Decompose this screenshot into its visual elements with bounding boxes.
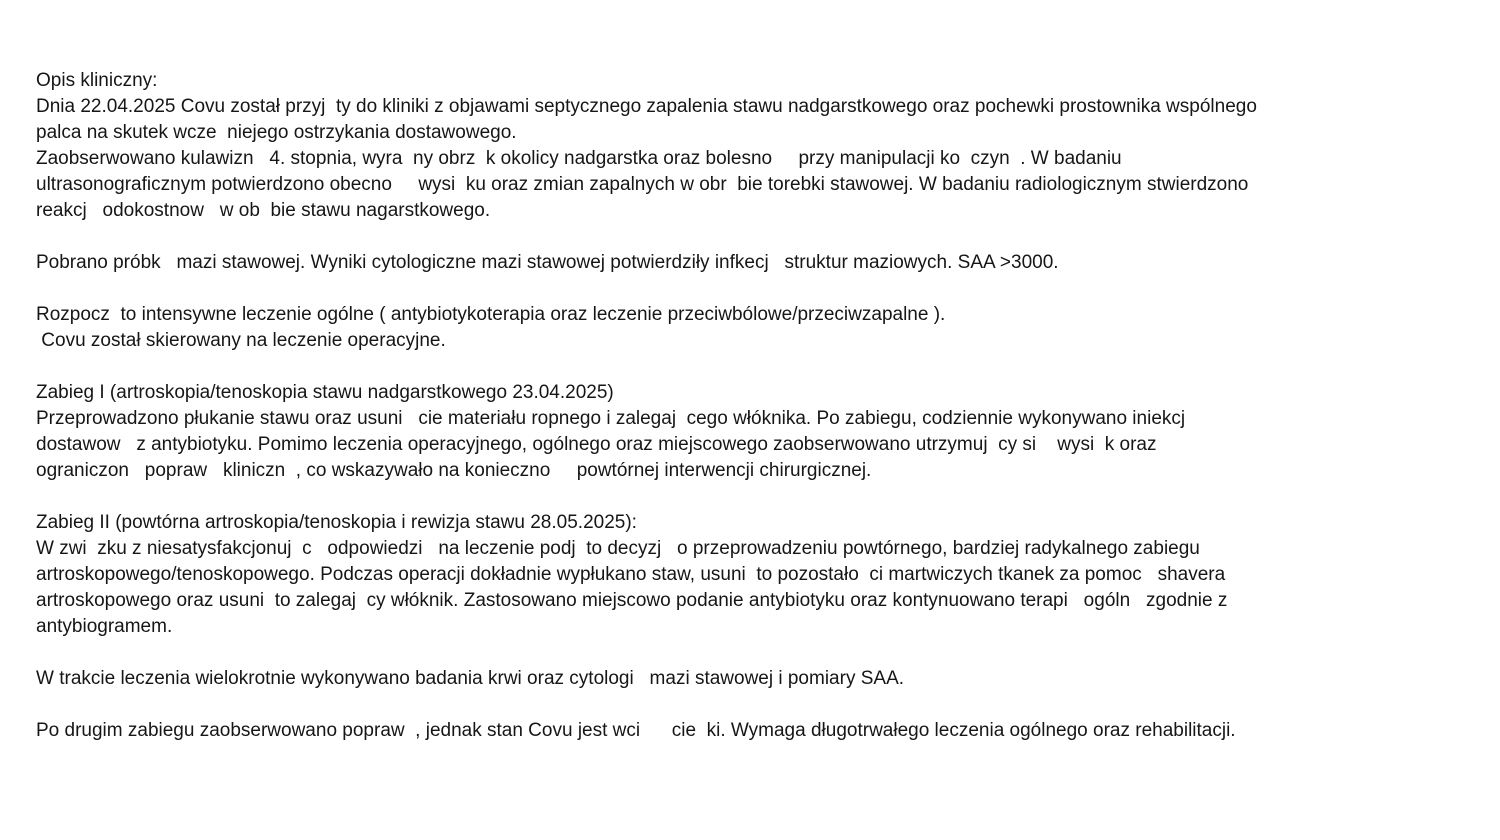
paragraph-spacer [36, 692, 1476, 718]
conclusion-paragraph: Po drugim zabiegu zaobserwowano popraw , jednak stan Covu jest wci cie ki. Wymaga długotrwałego leczenia ogólnego oraz rehabilitacji. [36, 720, 1236, 741]
paragraph-spacer [36, 354, 1476, 380]
procedure-2-line: artroskopowego/tenoskopowego. Podczas operacji dokładnie wypłukano staw, usuni to pozostało ci martwiczych tkanek za pomoc shavera [36, 564, 1226, 585]
paragraph-spacer [36, 640, 1476, 666]
intro-line: ultrasonograficznym potwierdzono obecno wysi ku oraz zmian zapalnych w obr bie torebki stawowej. W badaniu radiologicznym stwierdzono [36, 174, 1249, 195]
procedure-1-line: dostawow z antybiotyku. Pomimo leczenia operacyjnego, ogólnego oraz miejscowego zaobserwowano utrzymuj cy si wysi k oraz [36, 434, 1157, 455]
procedure-2-line: artroskopowego oraz usuni to zalegaj cy włóknik. Zastosowano miejscowo podanie antybiotyku oraz kontynuowano terapi ogóln zgodnie z [36, 590, 1228, 611]
paragraph-spacer [36, 484, 1476, 510]
procedure-2-line: W zwi zku z niesatysfakcjonuj c odpowiedzi na leczenie podj to decyzj o przeprowadzeniu powtórnego, bardziej radykalnego zabiegu [36, 538, 1200, 559]
monitoring-paragraph: W trakcie leczenia wielokrotnie wykonywano badania krwi oraz cytologi mazi stawowej i pomiary SAA. [36, 668, 905, 689]
clinical-description-document [36, 68, 1476, 744]
paragraph-spacer [36, 276, 1476, 302]
procedure-2-line: antybiogramem. [36, 616, 173, 637]
paragraph-spacer [36, 224, 1476, 250]
procedure-1-line: Przeprowadzono płukanie stawu oraz usuni cie materiału ropnego i zalegaj cego włóknika. Po zabiegu, codziennie wykonywano iniekcj [36, 408, 1186, 429]
intro-line: Zaobserwowano kulawizn 4. stopnia, wyra ny obrz k okolicy nadgarstka oraz bolesno przy manipulacji ko czyn . W badaniu [36, 148, 1122, 169]
treatment-line: Covu został skierowany na leczenie operacyjne. [36, 330, 446, 351]
procedure-2-title: Zabieg II (powtórna artroskopia/tenoskopia i rewizja stawu 28.05.2025): [36, 512, 637, 533]
procedure-1-title: Zabieg I (artroskopia/tenoskopia stawu nadgarstkowego 23.04.2025) [36, 382, 614, 403]
procedure-1-line: ograniczon popraw kliniczn , co wskazywało na konieczno powtórnej interwencji chirurgicznej. [36, 460, 872, 481]
intro-line: reakcj odokostnow w ob bie stawu nagarstkowego. [36, 200, 491, 221]
sampling-paragraph: Pobrano próbk mazi stawowej. Wyniki cytologiczne mazi stawowej potwierdziły infkecj struktur maziowych. SAA >3000. [36, 252, 1059, 273]
intro-line: palca na skutek wcze niejego ostrzykania dostawowego. [36, 122, 517, 143]
treatment-line: Rozpocz to intensywne leczenie ogólne ( antybiotykoterapia oraz leczenie przeciwbólowe/przeciwzapalne ). [36, 304, 946, 325]
intro-line: Dnia 22.04.2025 Covu został przyj ty do kliniki z objawami septycznego zapalenia stawu nadgarstkowego oraz pochewki prostownika wspólnego [36, 96, 1257, 117]
section-heading: Opis kliniczny: [36, 70, 158, 91]
